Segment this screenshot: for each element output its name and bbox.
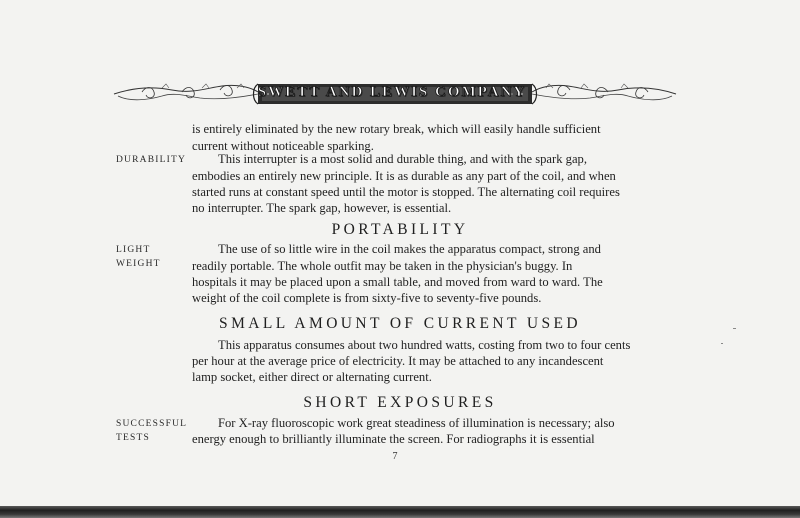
body-text-line: embodies an entirely new principle. It is as durable as any part of the coil, and when <box>192 169 616 183</box>
body-text-line: energy enough to brilliantly illuminate the screen. For radiographs it is essential <box>192 432 595 446</box>
margin-note-tests: TESTS <box>116 433 150 443</box>
margin-note-successful: SUCCESSFUL <box>116 419 188 429</box>
body-text-line: per hour at the average price of electricity. It may be attached to any incandescent <box>192 354 604 368</box>
body-text-line: is entirely eliminated by the new rotary break, which will easily handle sufficient <box>192 122 601 136</box>
section-heading-exposures: SHORT EXPOSURES <box>303 394 497 411</box>
body-text-line: lamp socket, either direct or alternating current. <box>192 370 432 384</box>
body-text-line: started runs at constant speed until the motor is stopped. The alternating coil requires <box>192 185 620 199</box>
body-text-line: readily portable. The whole outfit may be taken in the physician's buggy. In <box>192 259 573 273</box>
body-text-line: weight of the coil complete is from sixty-five to seventy-five pounds. <box>192 291 542 305</box>
body-text-line: hospitals it may be placed upon a small table, and moved from ward to ward. The <box>192 275 603 289</box>
section-heading-current: SMALL AMOUNT OF CURRENT USED <box>219 315 581 332</box>
scan-speck <box>721 343 723 344</box>
body-text-line: This apparatus consumes about two hundred watts, costing from two to four cents <box>218 338 631 352</box>
body-text-line: no interrupter. The spark gap, however, is essential. <box>192 201 452 215</box>
page-bottom-edge <box>0 506 800 518</box>
margin-note-durability: DURABILITY <box>116 155 187 165</box>
page-number: 7 <box>392 451 398 462</box>
body-text-line: For X-ray fluoroscopic work great steadiness of illumination is necessary; also <box>218 416 615 430</box>
scan-speck <box>733 328 736 329</box>
margin-note-weight: WEIGHT <box>116 259 161 269</box>
margin-note-light: LIGHT <box>116 245 151 255</box>
body-text-line: This interrupter is a most solid and durable thing, and with the spark gap, <box>218 152 587 166</box>
body-text-line: The use of so little wire in the coil makes the apparatus compact, strong and <box>218 242 601 256</box>
body-text-line: current without noticeable sparking. <box>192 139 374 153</box>
section-heading-portability: PORTABILITY <box>331 221 469 238</box>
company-name-banner: SWETT AND LEWIS COMPANY <box>257 84 527 100</box>
